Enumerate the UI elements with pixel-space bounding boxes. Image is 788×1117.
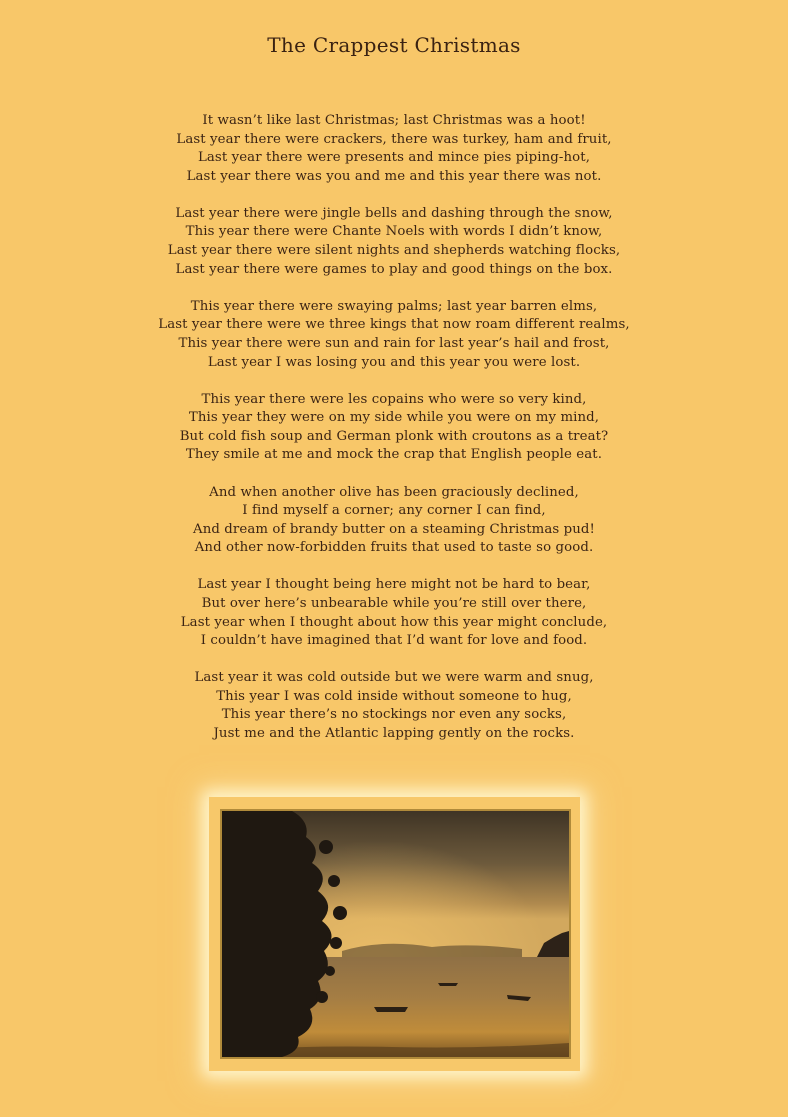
poem-title: The Crappest Christmas [267,33,521,57]
poem-line: Last year there were games to play and good things on the box. [175,261,613,277]
poem-line: They smile at me and mock the crap that English people eat. [185,447,603,463]
poem-line: Last year I was losing you and this year you were lost. [207,354,581,370]
poem-line: Last year there were silent nights and shepherds watching flocks, [167,243,621,259]
sunset-photo [220,809,571,1059]
photo-frame [209,797,580,1071]
poem-line: I find myself a corner; any corner I can find, [242,503,546,519]
poem-line: This year I was cold inside without someone to hug, [216,688,572,704]
poem-line: This year they were on my side while you were on my mind, [188,410,600,426]
poem-line: Just me and the Atlantic lapping gently on the rocks. [213,726,575,742]
poem-line: I couldn’t have imagined that I’d want for love and food. [200,633,588,649]
stanza-6 [0,576,788,650]
poem-line: It wasn’t like last Christmas; last Christmas was a hoot! [202,113,586,128]
poem-line: But over here’s unbearable while you’re still over there, [201,595,587,611]
stanza-2 [0,205,788,279]
poem-line: Last year there were crackers, there was turkey, ham and fruit, [176,131,612,147]
poem-line: This year there were Chante Noels with words I didn’t know, [185,224,603,240]
poem-line: This year there were swaying palms; last year barren elms, [190,298,598,314]
stanza-5 [0,484,788,558]
boat-icon [374,1007,408,1012]
poem-line: Last year there were presents and mince pies piping-hot, [197,150,591,166]
stanza-1 [0,112,788,186]
poem-line: But cold fish soup and German plonk with croutons as a treat? [179,428,609,444]
poem-line: And other now-forbidden fruits that used to taste so good. [194,540,594,556]
poem-line: This year there were les copains who were so very kind, [201,391,587,407]
poem-line: Last year there were we three kings that now roam different realms, [158,317,630,333]
boat-icon [438,983,458,986]
poem-line: This year there were sun and rain for last year’s hail and frost, [178,335,610,351]
poem-body [0,112,788,762]
poem-line: And when another olive has been graciously declined, [209,484,579,500]
poem-line: And dream of brandy butter on a steaming Christmas pud! [193,521,595,537]
stanza-4 [0,391,788,465]
stanza-7 [0,669,788,743]
poem-line: Last year when I thought about how this year might conclude, [180,614,608,630]
poem-line: Last year there were jingle bells and dashing through the snow, [175,205,613,221]
poem-line: Last year it was cold outside but we were warm and snug, [194,670,594,686]
poem-line: Last year there was you and me and this year there was not. [186,168,602,184]
poem-line: This year there’s no stockings nor even any socks, [221,707,567,723]
poem-line: Last year I thought being here might not be hard to bear, [197,577,591,593]
sunset-sea-illustration [222,811,569,1057]
stanza-3 [0,298,788,372]
